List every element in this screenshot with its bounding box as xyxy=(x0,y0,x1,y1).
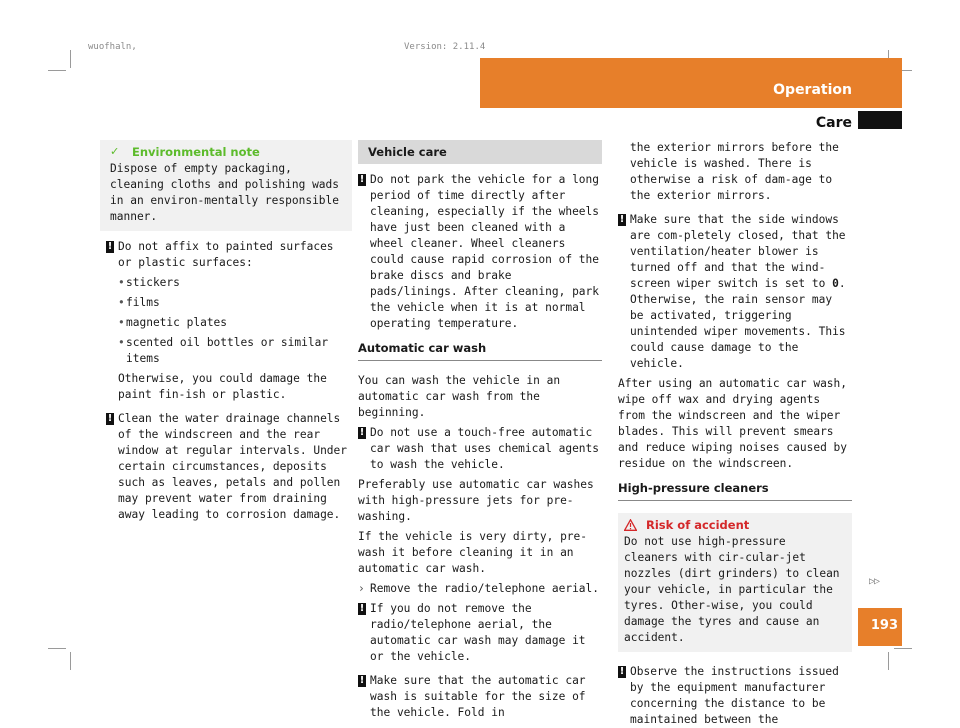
exclamation-icon: ! xyxy=(359,675,365,686)
middle-column xyxy=(358,140,602,721)
paragraph: You can wash the vehicle in an automatic car wash from the beginning. xyxy=(358,374,561,419)
warning-note xyxy=(106,411,352,523)
page-number: 193 xyxy=(870,618,898,633)
crop-mark xyxy=(894,648,912,649)
automatic-car-wash-heading: Automatic car wash xyxy=(358,340,602,361)
exclamation-icon: ! xyxy=(107,241,113,252)
crop-mark xyxy=(48,70,66,71)
list-item: • magnetic plates xyxy=(118,316,228,329)
warning-note xyxy=(358,425,602,473)
right-column xyxy=(618,140,852,728)
double-triangle-icon: ▷▷ xyxy=(869,576,880,587)
section-tab-label: Operation xyxy=(773,82,852,98)
warning-note xyxy=(106,239,352,271)
warning-text: Make sure that the side windows are com-pletely closed, that the ventilation/heater blower is turned off and that the wind-screen wiper switch is set to 0. Otherwise, the rain sensor may be activated, triggering unintended wiper movements. This could cause damage to the vehicle. xyxy=(630,213,846,370)
vehicle-care-heading: Vehicle care xyxy=(358,140,602,164)
exclamation-icon: ! xyxy=(359,174,365,185)
crop-mark xyxy=(70,652,71,670)
exclamation-icon: ! xyxy=(359,427,365,438)
exclamation-icon: ! xyxy=(107,413,113,424)
warning-text: Do not affix to painted surfaces or plastic surfaces: xyxy=(118,240,334,269)
warning-note xyxy=(358,172,602,332)
instruction-step: › Remove the radio/telephone aerial. xyxy=(358,582,600,595)
warning-text: Make sure that the automatic car wash is suitable for the size of the vehicle. Fold in xyxy=(370,674,586,719)
warning-continuation: the exterior mirrors before the vehicle is washed. There is otherwise a risk of dam-age to the exterior mirrors. xyxy=(630,141,839,202)
list-item: • stickers xyxy=(118,276,180,289)
leaf-icon: ✓ xyxy=(110,145,120,158)
section-tab xyxy=(480,58,902,108)
header-fragment-right: Version: 2.11.4 xyxy=(404,42,486,52)
warning-note xyxy=(358,601,602,665)
environmental-note-text: Dispose of empty packaging, cleaning cloths and polishing wads in an environ-mentally responsible manner. xyxy=(110,162,340,223)
warning-text: Do not use a touch-free automatic car wash that uses chemical agents to wash the vehicle. xyxy=(370,426,600,471)
list-item: • films xyxy=(118,296,160,309)
left-column xyxy=(106,140,352,523)
crop-mark xyxy=(888,652,889,670)
header-fragment-left: wuofhaln, xyxy=(88,42,137,52)
warning-continuation: Otherwise, you could damage the paint fin-ish or plastic. xyxy=(118,372,327,401)
warning-note xyxy=(618,212,852,372)
arrow-right-icon: › xyxy=(358,582,365,595)
environmental-note-title: Environmental note xyxy=(132,145,260,159)
title-marker xyxy=(858,111,902,129)
warning-text: Observe the instructions issued by the equipment manufacturer concerning the distance to be maintained between the xyxy=(630,665,839,726)
paragraph: Preferably use automatic car washes with high-pressure jets for pre-washing. xyxy=(358,478,594,523)
warning-text: Clean the water drainage channels of the windscreen and the rear window at regular intervals. Under certain circumstances, deposits such as leaves, petals and pollen may prevent water from draining away leading to corrosion damage. xyxy=(118,412,348,521)
list-item: • scented oil bottles or similar items xyxy=(118,336,329,365)
high-pressure-cleaners-heading: High-pressure cleaners xyxy=(618,480,852,501)
warning-text: Do not park the vehicle for a long period of time directly after cleaning, especially if the wheels have just been cleaned with a wheel cleaner. Wheel cleaners could cause rapid corrosion of the brake discs and brake pads/linings. After cleaning, park the vehicle when it is at normal operating temperature. xyxy=(370,173,600,330)
risk-of-accident-box xyxy=(618,513,852,652)
paragraph: If the vehicle is very dirty, pre-wash it before cleaning it in an automatic car wash. xyxy=(358,530,588,575)
warning-triangle-icon xyxy=(624,519,637,531)
paragraph: After using an automatic car wash, wipe off wax and drying agents from the windscreen and the wiper blades. This will prevent smears and reduce wiping noises caused by residue on the windscreen. xyxy=(618,377,848,470)
warning-text: If you do not remove the radio/telephone aerial, the automatic car wash may damage it or the vehicle. xyxy=(370,602,586,663)
page-number-box xyxy=(858,608,902,646)
exclamation-icon: ! xyxy=(359,603,365,614)
environmental-note-box xyxy=(100,140,352,231)
risk-of-accident-title: Risk of accident xyxy=(646,518,750,532)
exclamation-icon: ! xyxy=(619,214,625,225)
page-title: Care xyxy=(815,115,852,131)
exclamation-icon: ! xyxy=(619,666,625,677)
warning-note xyxy=(358,673,602,721)
crop-mark xyxy=(48,648,66,649)
crop-mark xyxy=(70,50,71,68)
risk-of-accident-text: Do not use high-pressure cleaners with cir-cular-jet nozzles (dirt grinders) to clean your vehicle, in particular the tyres. Other-wise, you could damage the tyres and cause an accident. xyxy=(624,535,840,644)
warning-note xyxy=(618,664,852,728)
